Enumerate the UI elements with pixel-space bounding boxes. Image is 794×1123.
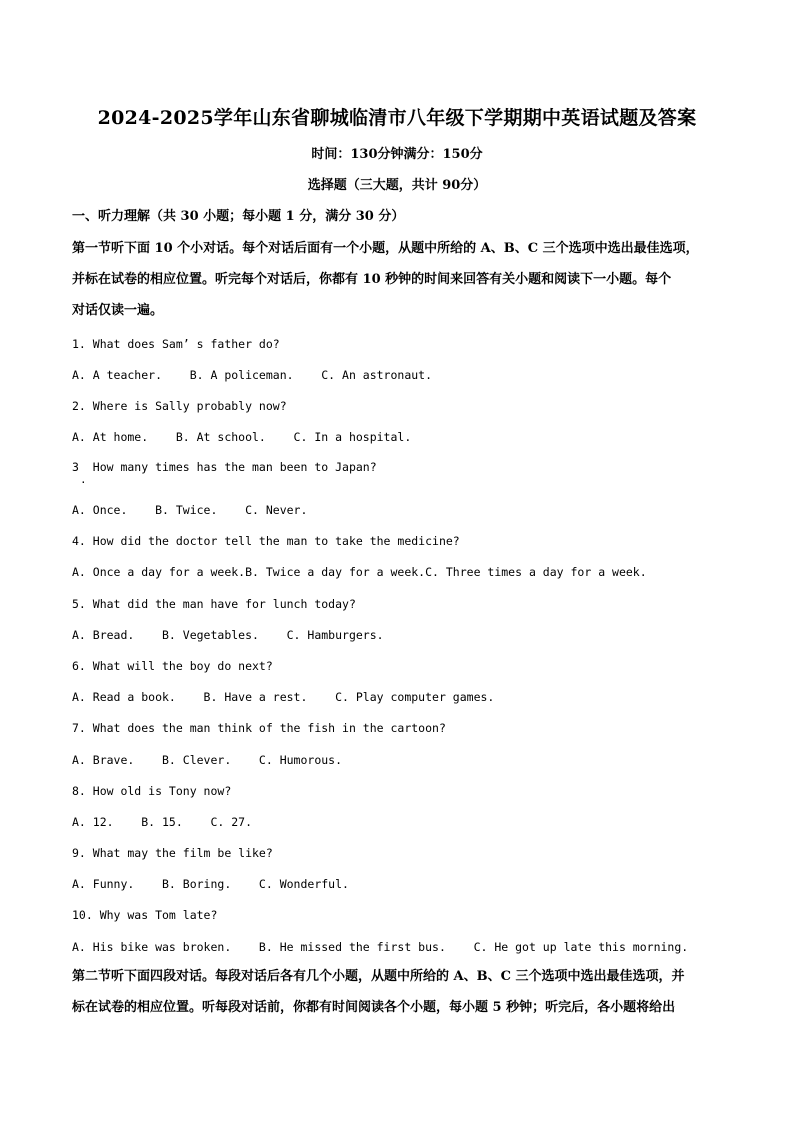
question-text: 8. How old is Tony now? <box>72 784 232 798</box>
question-options: A. His bike was broken. B. He missed the first bus. C. He got up late this morning. <box>72 940 689 954</box>
question-text: 9. What may the film be like? <box>72 846 273 860</box>
question-options: A. Brave. B. Clever. C. Humorous. <box>72 753 343 767</box>
question-text: 10. Why was Tom late? <box>72 908 218 922</box>
question-options: A. Bread. B. Vegetables. C. Hamburgers. <box>72 628 384 642</box>
page-title: 2024-2025学年山东省聊城临清市八年级下学期期中英语试题及答案 <box>97 107 697 129</box>
instruction-line: 对话仅读一遍。 <box>72 303 164 318</box>
exam-meta: 时间：130分钟满分：150分 <box>311 147 483 162</box>
instruction-line: 标在试卷的相应位置。听每段对话前，你都有时间阅读各个小题，每小题 5 秒钟；听完后，各小题将给出 <box>72 1000 676 1015</box>
question-options: A. Once. B. Twice. C. Never. <box>72 503 308 517</box>
question-text: 2. Where is Sally probably now? <box>72 399 287 413</box>
question-options: A. Once a day for a week.B. Twice a day for a week.C. Three times a day for a week. <box>72 565 647 579</box>
instruction-line: 并标在试卷的相应位置。听完每个对话后，你都有 10 秒钟的时间来回答有关小题和阅读下一小题。每个 <box>72 272 672 287</box>
instruction-line: 第一节听下面 10 个小对话。每个对话后面有一个小题，从题中所给的 A、B、C 三个选项中选出最佳选项， <box>72 241 699 256</box>
question-options: A. 12. B. 15. C. 27. <box>72 815 253 829</box>
question-text: 4. How did the doctor tell the man to take the medicine? <box>72 534 460 548</box>
part-heading: 选择题（三大题，共计 90分） <box>307 178 487 193</box>
question-options: A. Funny. B. Boring. C. Wonderful. <box>72 877 349 891</box>
instruction-line: 第二节听下面四段对话。每段对话后各有几个小题，从题中所给的 A、B、C 三个选项中选出最佳选项，并 <box>72 969 685 984</box>
stray-mark: · <box>80 476 87 489</box>
question-text: 7. What does the man think of the fish in the cartoon? <box>72 721 446 735</box>
section1-heading: 一、听力理解（共 30 小题；每小题 1 分，满分 30 分） <box>72 209 405 224</box>
question-options: A. A teacher. B. A policeman. C. An astronaut. <box>72 368 433 382</box>
question-text: 1. What does Sam’ s father do? <box>72 337 280 351</box>
section2-instructions <box>72 961 722 1023</box>
question-text: 3 How many times has the man been to Japan? <box>72 460 377 474</box>
section1-instructions <box>72 233 722 326</box>
question-text: 6. What will the boy do next? <box>72 659 273 673</box>
question-options: A. At home. B. At school. C. In a hospital. <box>72 430 412 444</box>
question-text: 5. What did the man have for lunch today? <box>72 597 356 611</box>
question-options: A. Read a book. B. Have a rest. C. Play computer games. <box>72 690 495 704</box>
